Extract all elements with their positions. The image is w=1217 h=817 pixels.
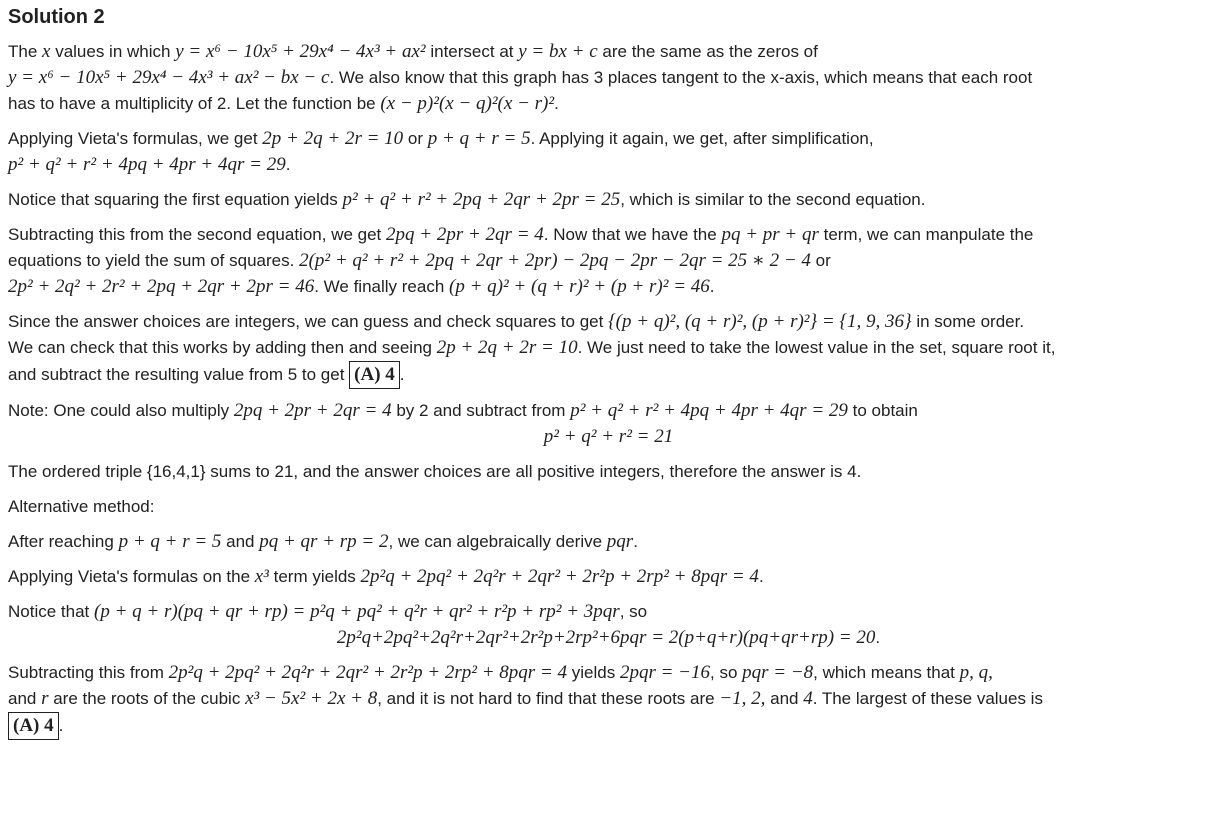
- paragraph-gap: [8, 117, 1209, 126]
- paragraph: [8, 39, 1209, 117]
- math-expression: pqr: [606, 531, 634, 552]
- text-line: [8, 599, 1209, 625]
- text-run: .: [709, 277, 715, 296]
- text-run: After reaching: [8, 532, 119, 551]
- text-line: [8, 274, 1209, 300]
- text-run: . We just need to take the lowest value in the set, square root it,: [577, 338, 1056, 357]
- paragraph-gap: [8, 590, 1209, 599]
- text-run: are the roots of the cubic: [48, 689, 246, 708]
- text-line: [8, 248, 1209, 274]
- text-run: .: [285, 155, 291, 174]
- boxed-answer: (A) 4: [349, 361, 400, 389]
- math-expression: pq + qr + rp = 2: [259, 531, 389, 552]
- text-line: [8, 494, 1209, 520]
- math-expression: p + q + r = 5: [118, 531, 222, 552]
- text-line: [8, 335, 1209, 361]
- text-line: [8, 361, 1209, 389]
- text-line: [8, 65, 1209, 91]
- math-expression: −1, 2,: [719, 688, 766, 709]
- math-expression: 2pqr = −16: [619, 662, 710, 683]
- text-line: [8, 564, 1209, 590]
- text-run: Applying Vieta's formulas on the: [8, 567, 255, 586]
- text-line: [8, 660, 1209, 686]
- text-run: by 2 and subtract from: [391, 401, 571, 420]
- text-run: or: [403, 129, 428, 148]
- text-run: . Now that we have the: [543, 225, 722, 244]
- text-run: Note: One could also multiply: [8, 401, 234, 420]
- text-run: .: [554, 94, 559, 113]
- math-expression: x³: [254, 566, 269, 587]
- text-line: [8, 398, 1209, 424]
- math-expression: 2p² + 2q² + 2r² + 2pq + 2qr + 2pr = 46: [8, 276, 315, 297]
- text-run: intersect at: [425, 42, 519, 61]
- text-run: . The largest of these values is: [812, 689, 1043, 708]
- text-run: Subtracting this from the second equation, we get: [8, 225, 387, 244]
- math-expression: y = bx + c: [518, 41, 598, 62]
- math-expression: 4: [803, 688, 813, 709]
- text-run: .: [58, 716, 64, 735]
- text-run: Notice that: [8, 602, 94, 621]
- text-line: [8, 309, 1209, 335]
- paragraph: [8, 126, 1209, 178]
- math-expression: y = x⁶ − 10x⁵ + 29x⁴ − 4x³ + ax² − bx − c: [8, 67, 330, 88]
- text-run: to obtain: [847, 401, 918, 420]
- text-line: [8, 152, 1209, 178]
- math-expression: p, q,: [959, 662, 993, 683]
- text-run: and subtract the resulting value from 5 to get: [8, 365, 350, 384]
- paragraph-gap: [8, 485, 1209, 494]
- text-run: , so: [710, 663, 743, 682]
- math-expression: pq + pr + qr: [721, 224, 819, 245]
- math-expression: p² + q² + r² + 2pq + 2qr + 2pr = 25: [342, 189, 621, 210]
- display-equation: [8, 625, 1209, 651]
- text-run: are the same as the zeros of: [597, 42, 818, 61]
- text-run: equations to yield the sum of squares.: [8, 251, 300, 270]
- math-expression: (p + q)² + (q + r)² + (p + r)² = 46: [449, 276, 710, 297]
- text-run: Alternative method:: [8, 497, 155, 516]
- math-expression: (x − p)²(x − q)²(x − r)²: [380, 93, 555, 114]
- math-expression: p² + q² + r² + 4pq + 4pr + 4qr = 29: [570, 400, 848, 421]
- text-line: [8, 686, 1209, 712]
- math-expression: p² + q² + r² + 4pq + 4pr + 4qr = 29: [8, 154, 286, 175]
- paragraph: [8, 660, 1209, 740]
- text-run: and: [221, 532, 260, 551]
- text-line: [8, 529, 1209, 555]
- paragraph: [8, 459, 1209, 485]
- math-expression: (p + q + r)(pq + qr + rp) = p²q + pq² + q²r + qr² + r²p + rp² + 3pqr: [94, 601, 620, 622]
- text-run: , so: [619, 602, 648, 621]
- math-expression: 2p + 2q + 2r = 10: [436, 337, 578, 358]
- math-expression: x³ − 5x² + 2x + 8: [245, 688, 378, 709]
- text-run: . Applying it again, we get, after simplification,: [530, 129, 874, 148]
- text-line: [8, 712, 1209, 740]
- paragraph-gap: [8, 651, 1209, 660]
- text-run: The ordered triple {16,4,1} sums to 21, and the answer choices are all positive integers, therefore the answer is 4.: [8, 462, 862, 481]
- paragraph: [8, 222, 1209, 300]
- paragraph: [8, 599, 1209, 651]
- paragraph-gap: [8, 520, 1209, 529]
- paragraph-gap: [8, 178, 1209, 187]
- paragraph: [8, 529, 1209, 555]
- text-run: .: [758, 567, 764, 586]
- text-run: and: [8, 689, 42, 708]
- solution-heading: Solution 2: [8, 6, 105, 28]
- paragraph-gap: [8, 300, 1209, 309]
- math-expression: x: [42, 41, 51, 62]
- text-line: [8, 222, 1209, 248]
- text-line: [8, 459, 1209, 485]
- paragraph-gap: [8, 450, 1209, 459]
- text-run: , we can algebraically derive: [388, 532, 607, 551]
- paragraph: [8, 309, 1209, 389]
- text-run: and: [765, 689, 804, 708]
- text-run: , which is similar to the second equation.: [620, 190, 926, 209]
- math-expression: 2p + 2q + 2r = 10: [262, 128, 404, 149]
- math-expression: r: [41, 688, 49, 709]
- text-run: or: [810, 251, 831, 270]
- paragraph: [8, 187, 1209, 213]
- text-run: has to have a multiplicity of 2. Let the function be: [8, 94, 381, 113]
- math-expression: 2p²q+2pq²+2q²r+2qr²+2r²p+2rp²+6pqr = 2(p+q+r)(pq+qr+rp) = 20: [336, 627, 876, 648]
- text-line: [8, 39, 1209, 65]
- math-expression: 2(p² + q² + r² + 2pq + 2qr + 2pr) − 2pq − 2pr − 2qr = 25 ∗ 2 − 4: [299, 250, 811, 271]
- text-run: in some order.: [911, 312, 1025, 331]
- text-run: , which means that: [813, 663, 960, 682]
- math-expression: 2pq + 2pr + 2qr = 4: [386, 224, 544, 245]
- text-run: term, we can manpulate the: [818, 225, 1034, 244]
- math-expression: 2p²q + 2pq² + 2q²r + 2qr² + 2r²p + 2rp² + 8pqr = 4: [168, 662, 568, 683]
- text-run: We can check that this works by adding then and seeing: [8, 338, 437, 357]
- text-run: values in which: [50, 42, 176, 61]
- text-line: [8, 187, 1209, 213]
- math-expression: p² + q² + r² = 21: [543, 426, 674, 447]
- text-run: . We also know that this graph has 3 places tangent to the x-axis, which means that each root: [329, 68, 1033, 87]
- text-run: , and it is not hard to find that these roots are: [377, 689, 720, 708]
- text-run: term yields: [268, 567, 361, 586]
- paragraph: [8, 398, 1209, 450]
- math-expression: p + q + r = 5: [427, 128, 531, 149]
- paragraph-gap: [8, 213, 1209, 222]
- text-run: Subtracting this from: [8, 663, 169, 682]
- text-run: .: [875, 628, 881, 647]
- text-run: .: [399, 365, 405, 384]
- text-run: Applying Vieta's formulas, we get: [8, 129, 263, 148]
- boxed-answer: (A) 4: [8, 712, 59, 740]
- paragraph-gap: [8, 389, 1209, 398]
- text-run: .: [633, 532, 638, 551]
- display-equation: [8, 424, 1209, 450]
- math-expression: pqr = −8: [742, 662, 814, 683]
- math-expression: 2pq + 2pr + 2qr = 4: [233, 400, 392, 421]
- paragraph: [8, 494, 1209, 520]
- text-run: Since the answer choices are integers, we can guess and check squares to get: [8, 312, 609, 331]
- text-line: [8, 126, 1209, 152]
- math-expression: 2p²q + 2pq² + 2q²r + 2qr² + 2r²p + 2rp² + 8pqr = 4: [360, 566, 759, 587]
- math-expression: y = x⁶ − 10x⁵ + 29x⁴ − 4x³ + ax²: [175, 41, 426, 62]
- text-run: Notice that squaring the first equation yields: [8, 190, 343, 209]
- paragraph: [8, 564, 1209, 590]
- math-expression: {(p + q)², (q + r)², (p + r)²} = {1, 9, 36}: [608, 311, 912, 332]
- text-line: [8, 91, 1209, 117]
- text-run: yields: [567, 663, 620, 682]
- paragraph-gap: [8, 555, 1209, 564]
- text-run: The: [8, 42, 43, 61]
- solution-body: [8, 39, 1209, 740]
- text-run: . We finally reach: [314, 277, 449, 296]
